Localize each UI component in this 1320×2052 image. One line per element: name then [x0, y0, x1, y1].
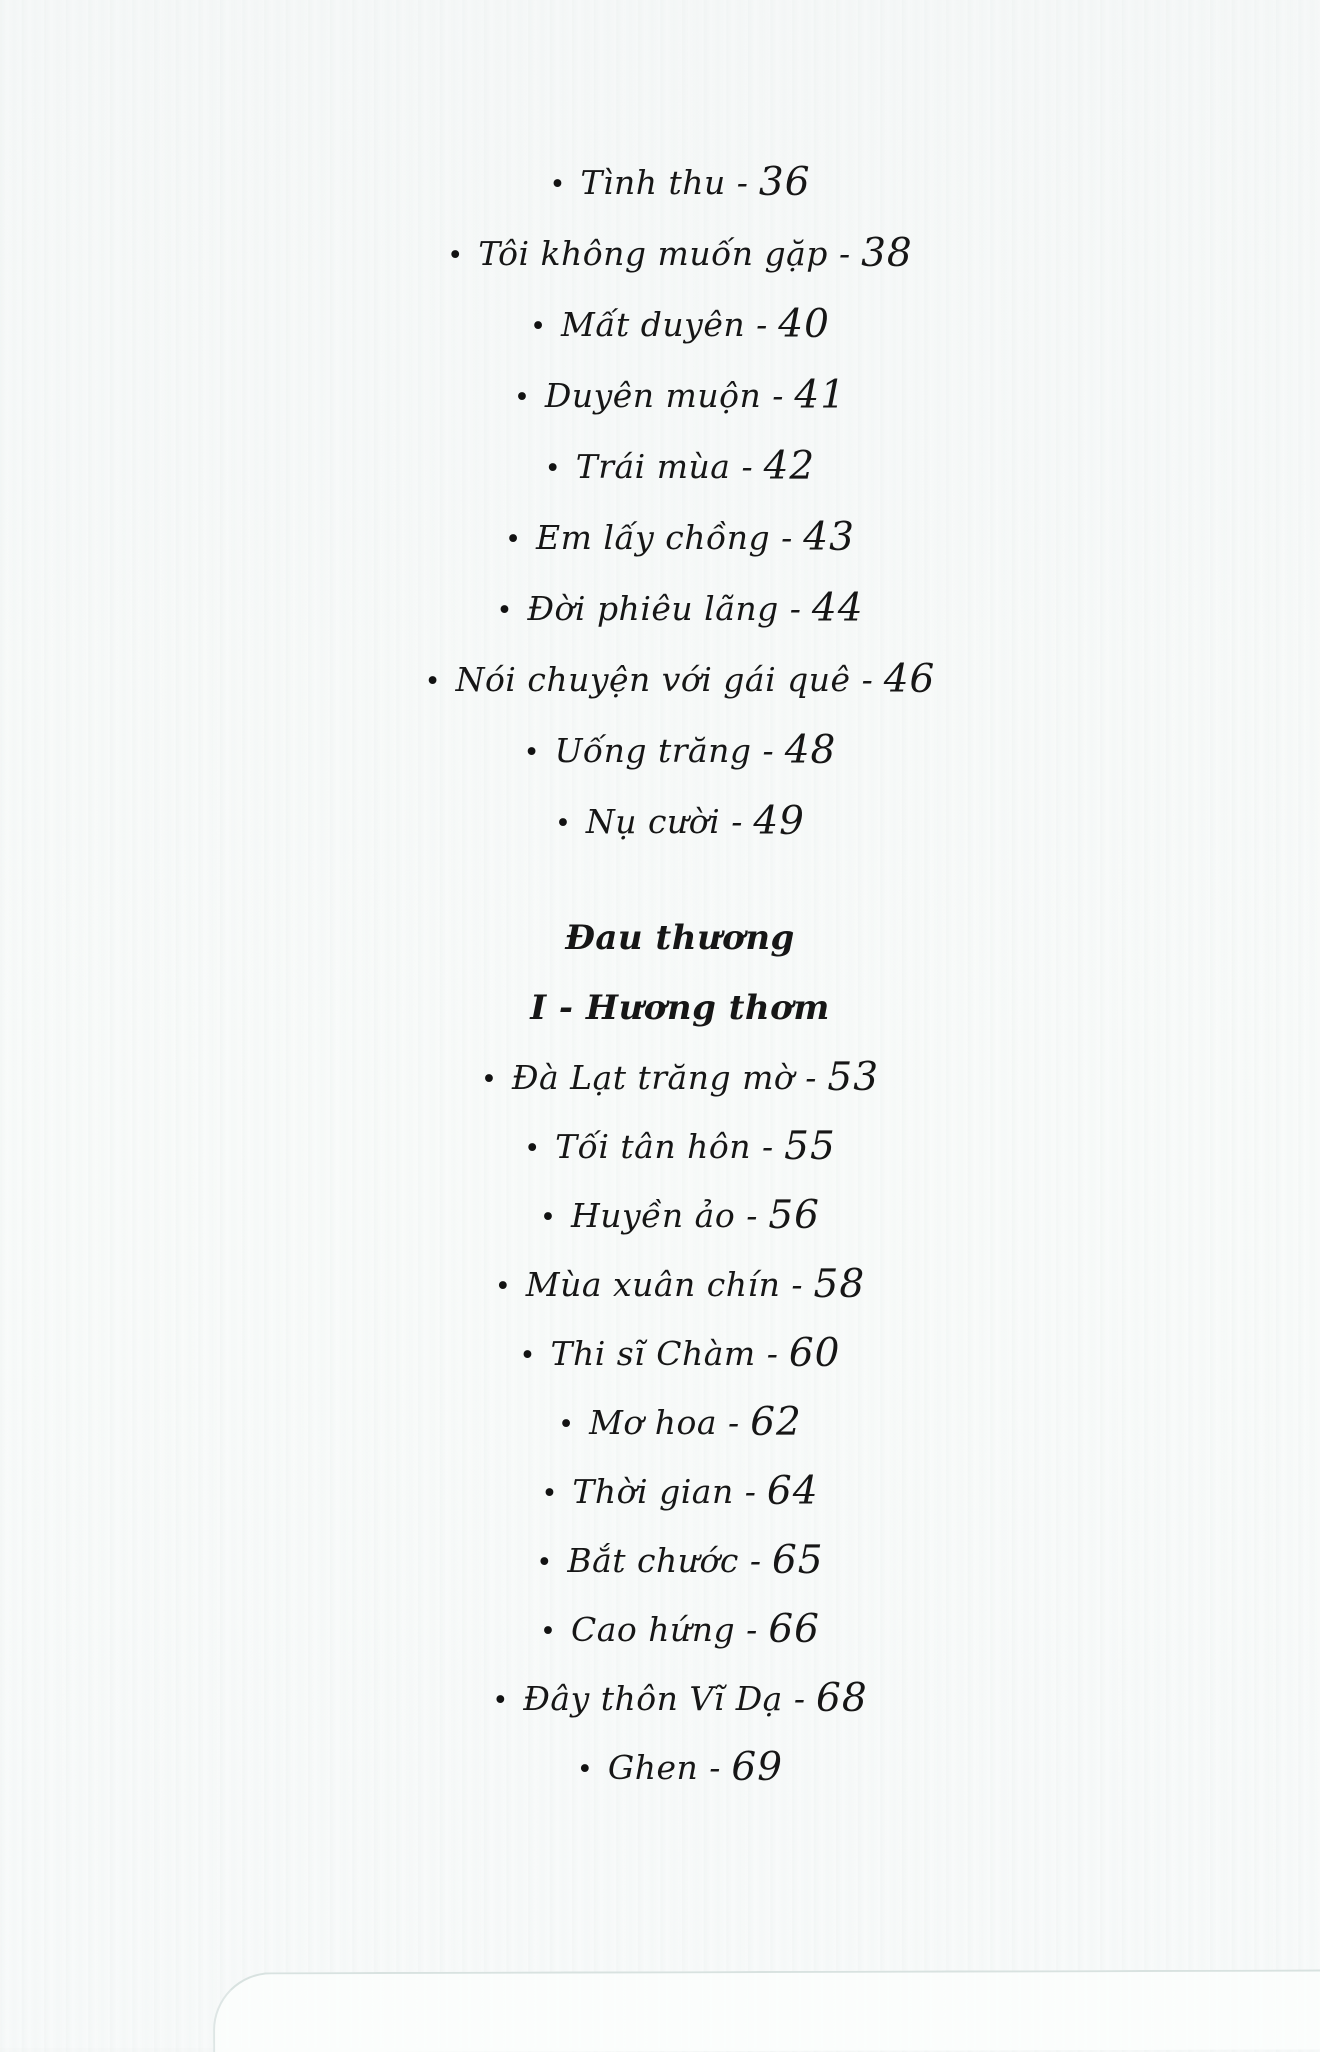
toc-entry-page: 58 [813, 1262, 866, 1307]
toc-entry [40, 1457, 1320, 1526]
toc-entry [40, 1112, 1320, 1181]
toc-entry-separator: - [861, 660, 873, 699]
toc-entry [40, 1733, 1320, 1802]
toc-entry [40, 644, 1320, 715]
section-heading-row [40, 903, 1320, 973]
bullet-icon: • [536, 1547, 553, 1578]
toc-entry-title: Trái mùa [575, 447, 731, 486]
toc-entry-separator: - [744, 1472, 756, 1511]
bullet-icon: • [576, 1754, 593, 1785]
toc-entry-separator: - [756, 305, 768, 344]
toc-entry-separator: - [736, 163, 748, 202]
toc-group-1 [40, 147, 1320, 857]
section-subheading: I - Hương thơm [530, 988, 830, 1028]
toc-entry-page: 36 [758, 160, 811, 205]
bullet-icon: • [480, 1064, 497, 1095]
toc-entry-page: 69 [731, 1745, 784, 1790]
bullet-icon: • [505, 524, 522, 555]
toc-entry [40, 715, 1320, 786]
toc-entry-separator: - [805, 1058, 817, 1097]
toc-entry-separator: - [746, 1196, 758, 1235]
bullet-icon: • [494, 1271, 511, 1302]
bullet-icon: • [540, 1202, 556, 1233]
bullet-icon: • [544, 453, 561, 484]
toc-entry [40, 289, 1320, 360]
toc-entry-separator: - [762, 731, 774, 770]
toc-entry [40, 431, 1320, 502]
toc-entry-title: Đây thôn Vĩ Dạ [523, 1679, 783, 1718]
bullet-icon: • [524, 1133, 541, 1164]
toc-entry-page: 53 [827, 1055, 880, 1100]
toc-entry [40, 1250, 1320, 1319]
section-subheading-row [40, 973, 1320, 1043]
bullet-icon: • [519, 1340, 536, 1371]
toc-entry [40, 360, 1320, 431]
toc-entry-page: 40 [778, 302, 830, 347]
toc-entry [40, 1319, 1320, 1388]
toc-entry-title: Thi sĩ Chàm [550, 1334, 756, 1373]
toc-entry-page: 46 [883, 657, 936, 702]
toc-entry-page: 64 [766, 1469, 819, 1514]
toc-entry [40, 1664, 1320, 1733]
toc-entry-separator: - [728, 1403, 740, 1442]
bullet-icon: • [496, 595, 513, 626]
toc-entry-title: Tôi không muốn gặp [478, 234, 828, 273]
toc-entry [40, 573, 1320, 644]
bullet-icon: • [558, 1409, 575, 1440]
toc-entry-page: 65 [771, 1538, 824, 1583]
bullet-icon: • [513, 382, 530, 413]
toc-entry-separator: - [793, 1679, 806, 1718]
toc-entry-title: Đời phiêu lãng [527, 589, 779, 628]
toc-entry-page: 56 [768, 1193, 820, 1238]
bullet-icon: • [554, 808, 571, 839]
toc-entry-title: Nụ cười [585, 802, 721, 841]
toc-entry-separator: - [766, 1334, 778, 1373]
toc-entry [40, 786, 1320, 857]
toc-entry-title: Uống trăng [554, 731, 752, 770]
toc-entry [40, 1388, 1320, 1457]
bullet-icon: • [541, 1478, 558, 1509]
bullet-icon: • [540, 1616, 556, 1647]
toc-entry-title: Mất duyên [561, 305, 746, 344]
toc-entry-page: 44 [811, 586, 864, 631]
toc-entry [40, 1043, 1320, 1112]
toc-entry-title: Mùa xuân chín [525, 1265, 781, 1304]
toc-entry-page: 49 [753, 799, 805, 844]
toc-entry-title: Huyền ảo [570, 1196, 736, 1235]
toc-entry-title: Ghen [607, 1748, 699, 1787]
page-bottom-edge [213, 1970, 1320, 2052]
toc-entry-title: Cao hứng [570, 1610, 736, 1649]
toc-entry [40, 218, 1320, 289]
toc-entry-title: Duyên muộn [544, 376, 762, 415]
toc-entry-page: 42 [763, 444, 816, 489]
toc-entry-separator: - [731, 802, 743, 841]
table-of-contents [40, 147, 1320, 1802]
toc-entry [40, 1595, 1320, 1664]
toc-entry-page: 55 [784, 1124, 836, 1169]
toc-entry-title: Tối tân hôn [555, 1127, 751, 1166]
toc-entry-title: Nói chuyện với gái quê [455, 660, 851, 699]
bullet-icon: • [492, 1685, 509, 1716]
bullet-icon: • [530, 311, 547, 342]
toc-entry-title: Bắt chước [567, 1541, 739, 1580]
toc-entry-separator: - [789, 589, 801, 628]
toc-group-2 [40, 1043, 1320, 1802]
toc-entry [40, 1526, 1320, 1595]
toc-entry-separator: - [749, 1541, 761, 1580]
toc-entry-page: 38 [861, 231, 913, 276]
toc-entry [40, 1181, 1320, 1250]
toc-entry [40, 147, 1320, 218]
toc-entry-separator: - [772, 376, 784, 415]
toc-entry-separator: - [746, 1610, 758, 1649]
toc-entry-page: 66 [768, 1607, 820, 1652]
toc-entry-title: Em lấy chồng [536, 518, 771, 557]
toc-entry-separator: - [791, 1265, 803, 1304]
toc-entry-page: 41 [794, 373, 847, 418]
toc-entry-page: 62 [750, 1400, 802, 1445]
toc-entry-page: 68 [816, 1676, 868, 1721]
section-heading: Đau thương [565, 918, 795, 958]
toc-entry-page: 60 [788, 1331, 841, 1376]
toc-entry-page: 48 [784, 728, 837, 773]
bullet-icon: • [447, 240, 464, 271]
toc-entry-separator: - [781, 518, 793, 557]
bullet-icon: • [549, 169, 566, 200]
section-gap [40, 857, 1320, 903]
bullet-icon: • [424, 666, 441, 697]
toc-entry-title: Đà Lạt trăng mờ [511, 1058, 795, 1097]
toc-entry-title: Tình thu [580, 163, 726, 202]
toc-entry [40, 502, 1320, 573]
bullet-icon: • [523, 737, 540, 768]
toc-entry-title: Thời gian [572, 1472, 734, 1511]
toc-entry-title: Mơ hoa [589, 1403, 718, 1442]
toc-entry-separator: - [709, 1748, 721, 1787]
toc-entry-separator: - [838, 234, 851, 273]
toc-entry-page: 43 [803, 515, 855, 560]
toc-entry-separator: - [741, 447, 753, 486]
toc-entry-separator: - [761, 1127, 774, 1166]
